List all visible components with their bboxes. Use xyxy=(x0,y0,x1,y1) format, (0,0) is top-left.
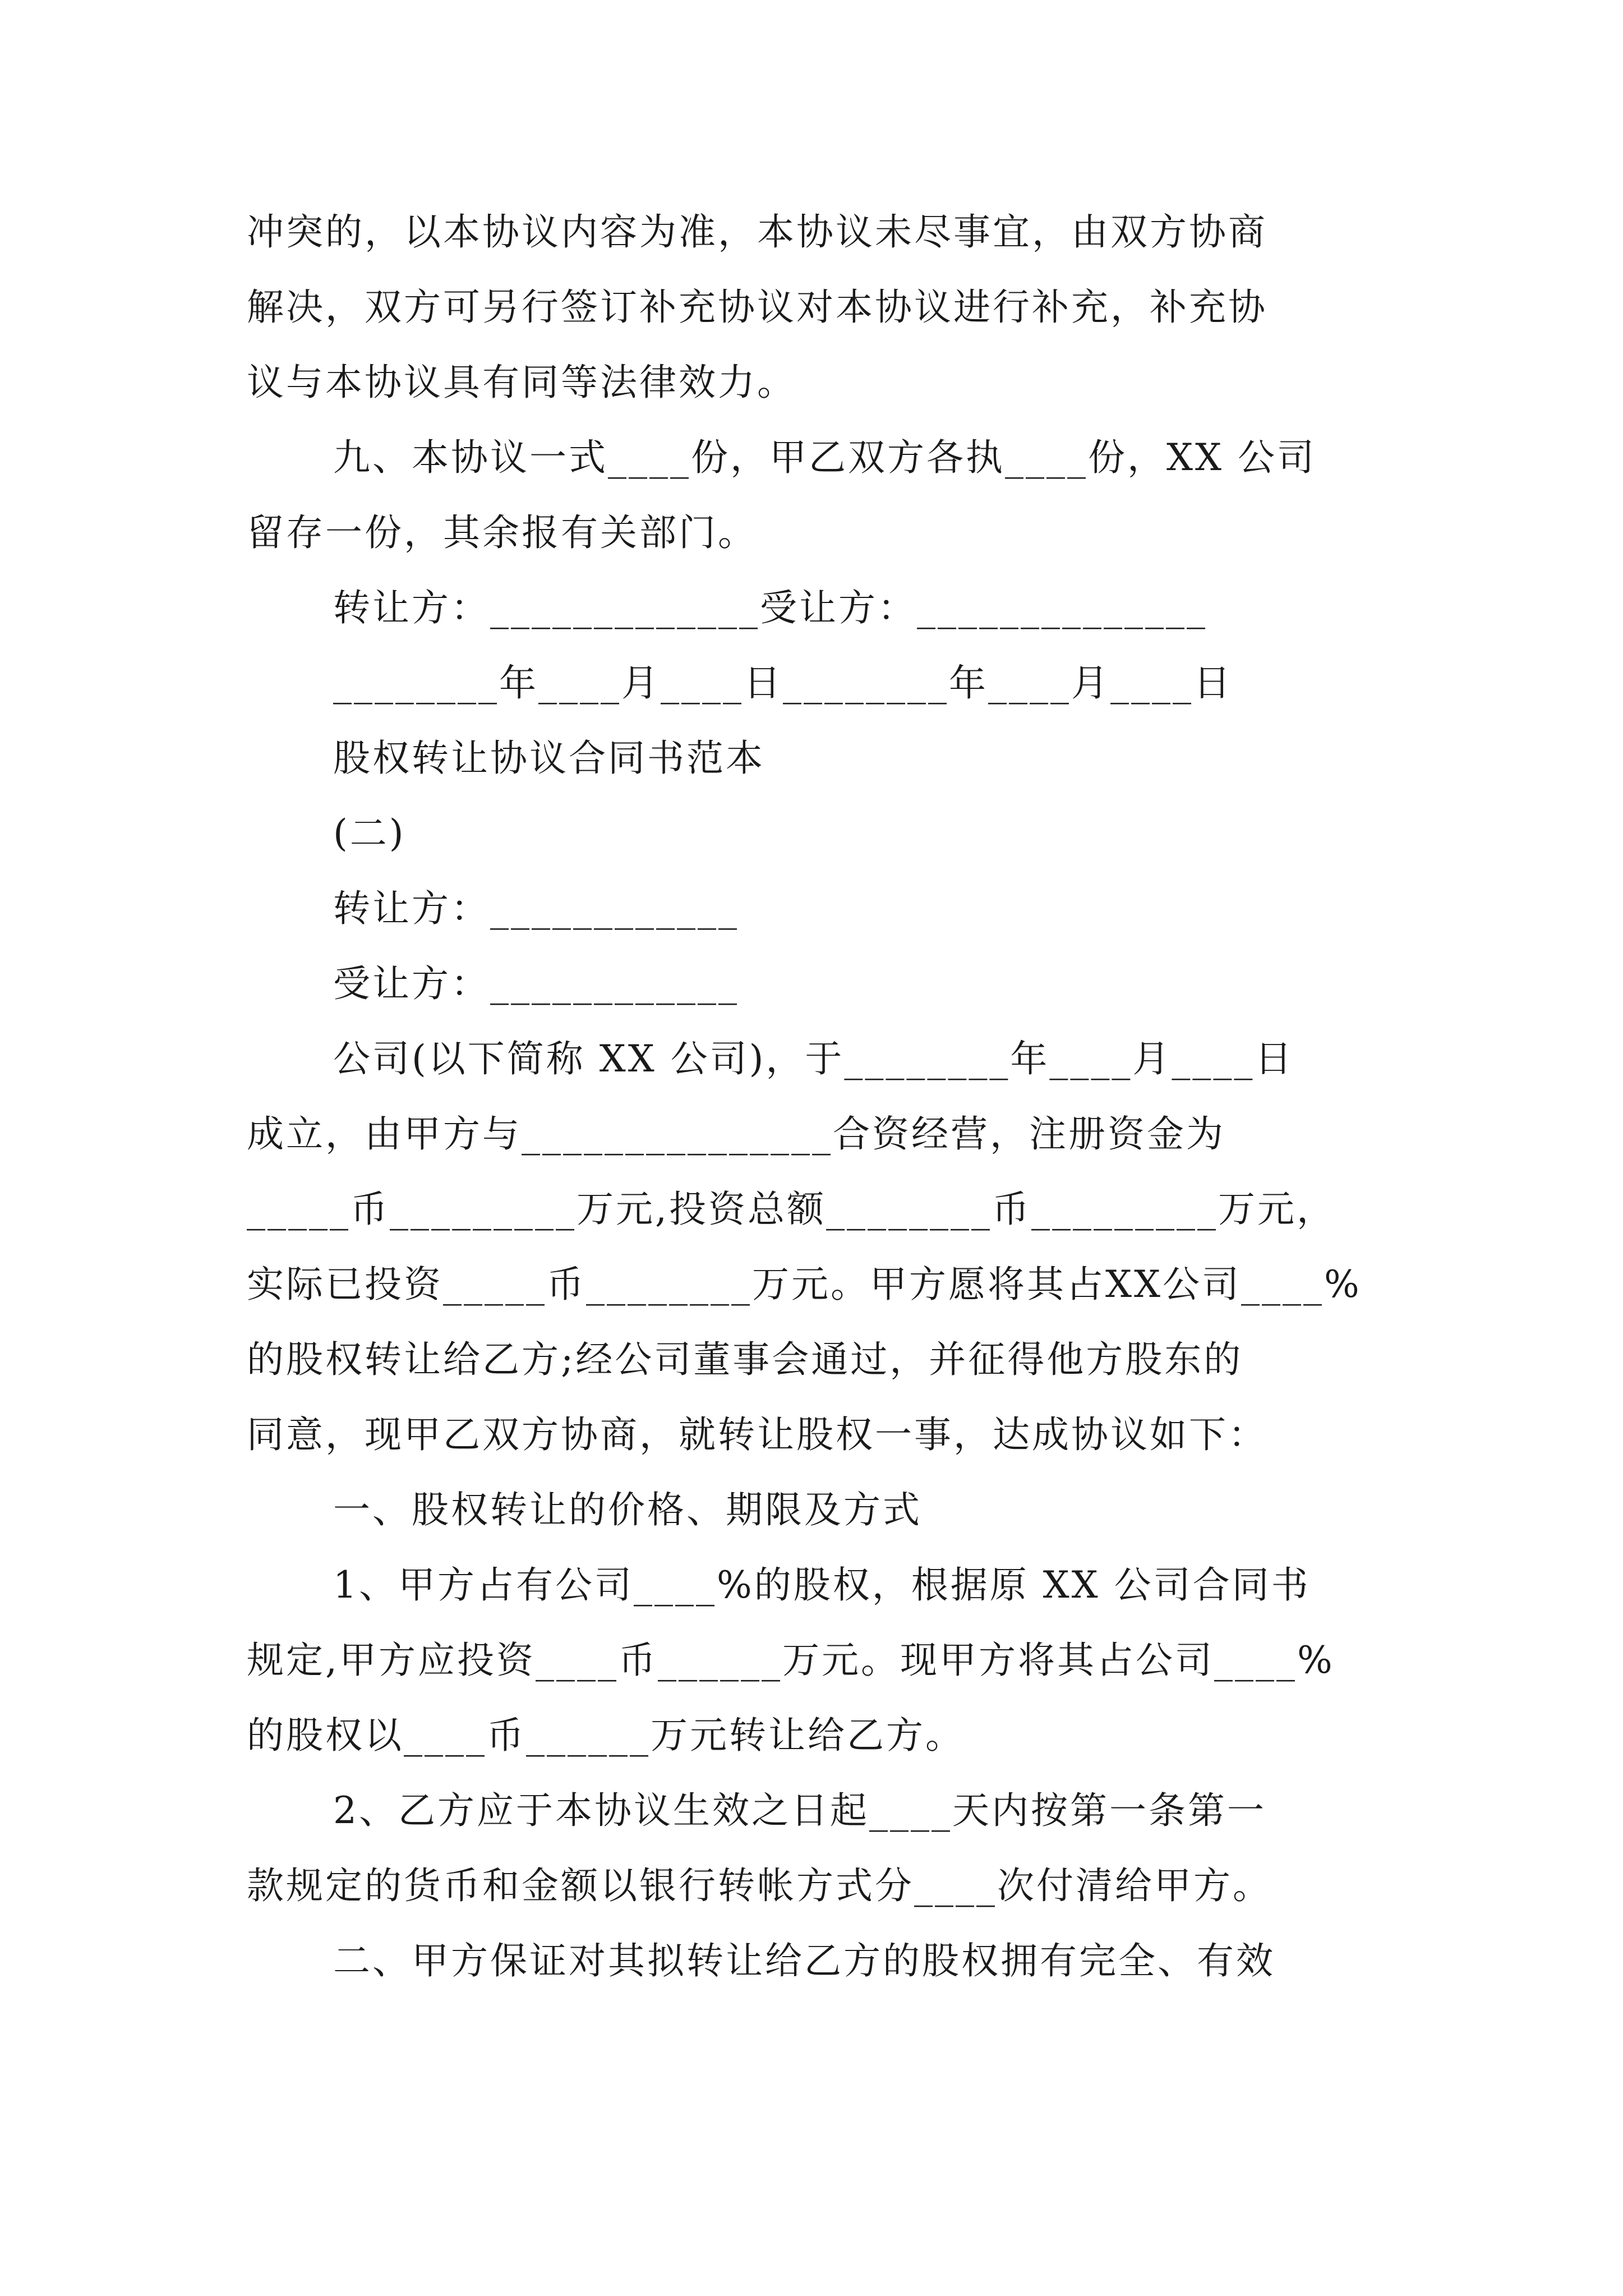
paragraph-line: 的股权以____币______万元转让给乙方。 xyxy=(247,1714,965,1757)
document-section-number: (二) xyxy=(333,812,406,855)
paragraph-line: 款规定的货币和金额以银行转帐方式分____次付清给甲方。 xyxy=(247,1864,1272,1907)
paragraph-line: 2、乙方应于本协议生效之日起____天内按第一条第一 xyxy=(333,1789,1266,1832)
transferee-line: 受让方：____________ xyxy=(333,962,739,1005)
document-title: 股权转让协议合同书范本 xyxy=(333,737,765,780)
transferor-line: 转让方：____________ xyxy=(333,887,739,930)
signature-date-line: ________年____月____日________年____月____日 xyxy=(333,661,1233,705)
section-heading: 一、股权转让的价格、期限及方式 xyxy=(333,1488,922,1531)
paragraph-line: 冲突的，以本协议内容为准，本协议未尽事宜，由双方协商 xyxy=(247,210,1267,254)
paragraph-line: 同意，现甲乙双方协商，就转让股权一事，达成协议如下： xyxy=(247,1413,1267,1456)
paragraph-line: 成立，由甲方与_______________合资经营，注册资金为 xyxy=(247,1112,1225,1156)
paragraph-line: _____币_________万元,投资总额________币_________万元， xyxy=(247,1188,1336,1231)
paragraph-line: 留存一份，其余报有关部门。 xyxy=(247,511,757,554)
section-heading: 二、甲方保证对其拟转让给乙方的股权拥有完全、有效 xyxy=(333,1939,1275,1982)
paragraph-line: 议与本协议具有同等法律效力。 xyxy=(247,361,796,404)
paragraph-line: 公司(以下简称 XX 公司)，于________年____月____日 xyxy=(333,1037,1294,1080)
paragraph-line: 解决，双方可另行签订补充协议对本协议进行补充，补充协 xyxy=(247,286,1267,329)
paragraph-line: 的股权转让给乙方;经公司董事会通过，并征得他方股东的 xyxy=(247,1338,1243,1381)
paragraph-line: 九、本协议一式____份，甲乙双方各执____份，XX 公司 xyxy=(333,436,1316,479)
paragraph-line: 1、甲方占有公司____%的股权，根据原 XX 公司合同书 xyxy=(333,1563,1311,1607)
paragraph-line: 实际已投资_____币________万元。甲方愿将其占XX公司____% xyxy=(247,1263,1362,1306)
paragraph-line: 规定,甲方应投资____币______万元。现甲方将其占公司____% xyxy=(247,1639,1335,1682)
signature-parties-line: 转让方：_____________受让方：______________ xyxy=(333,586,1207,629)
